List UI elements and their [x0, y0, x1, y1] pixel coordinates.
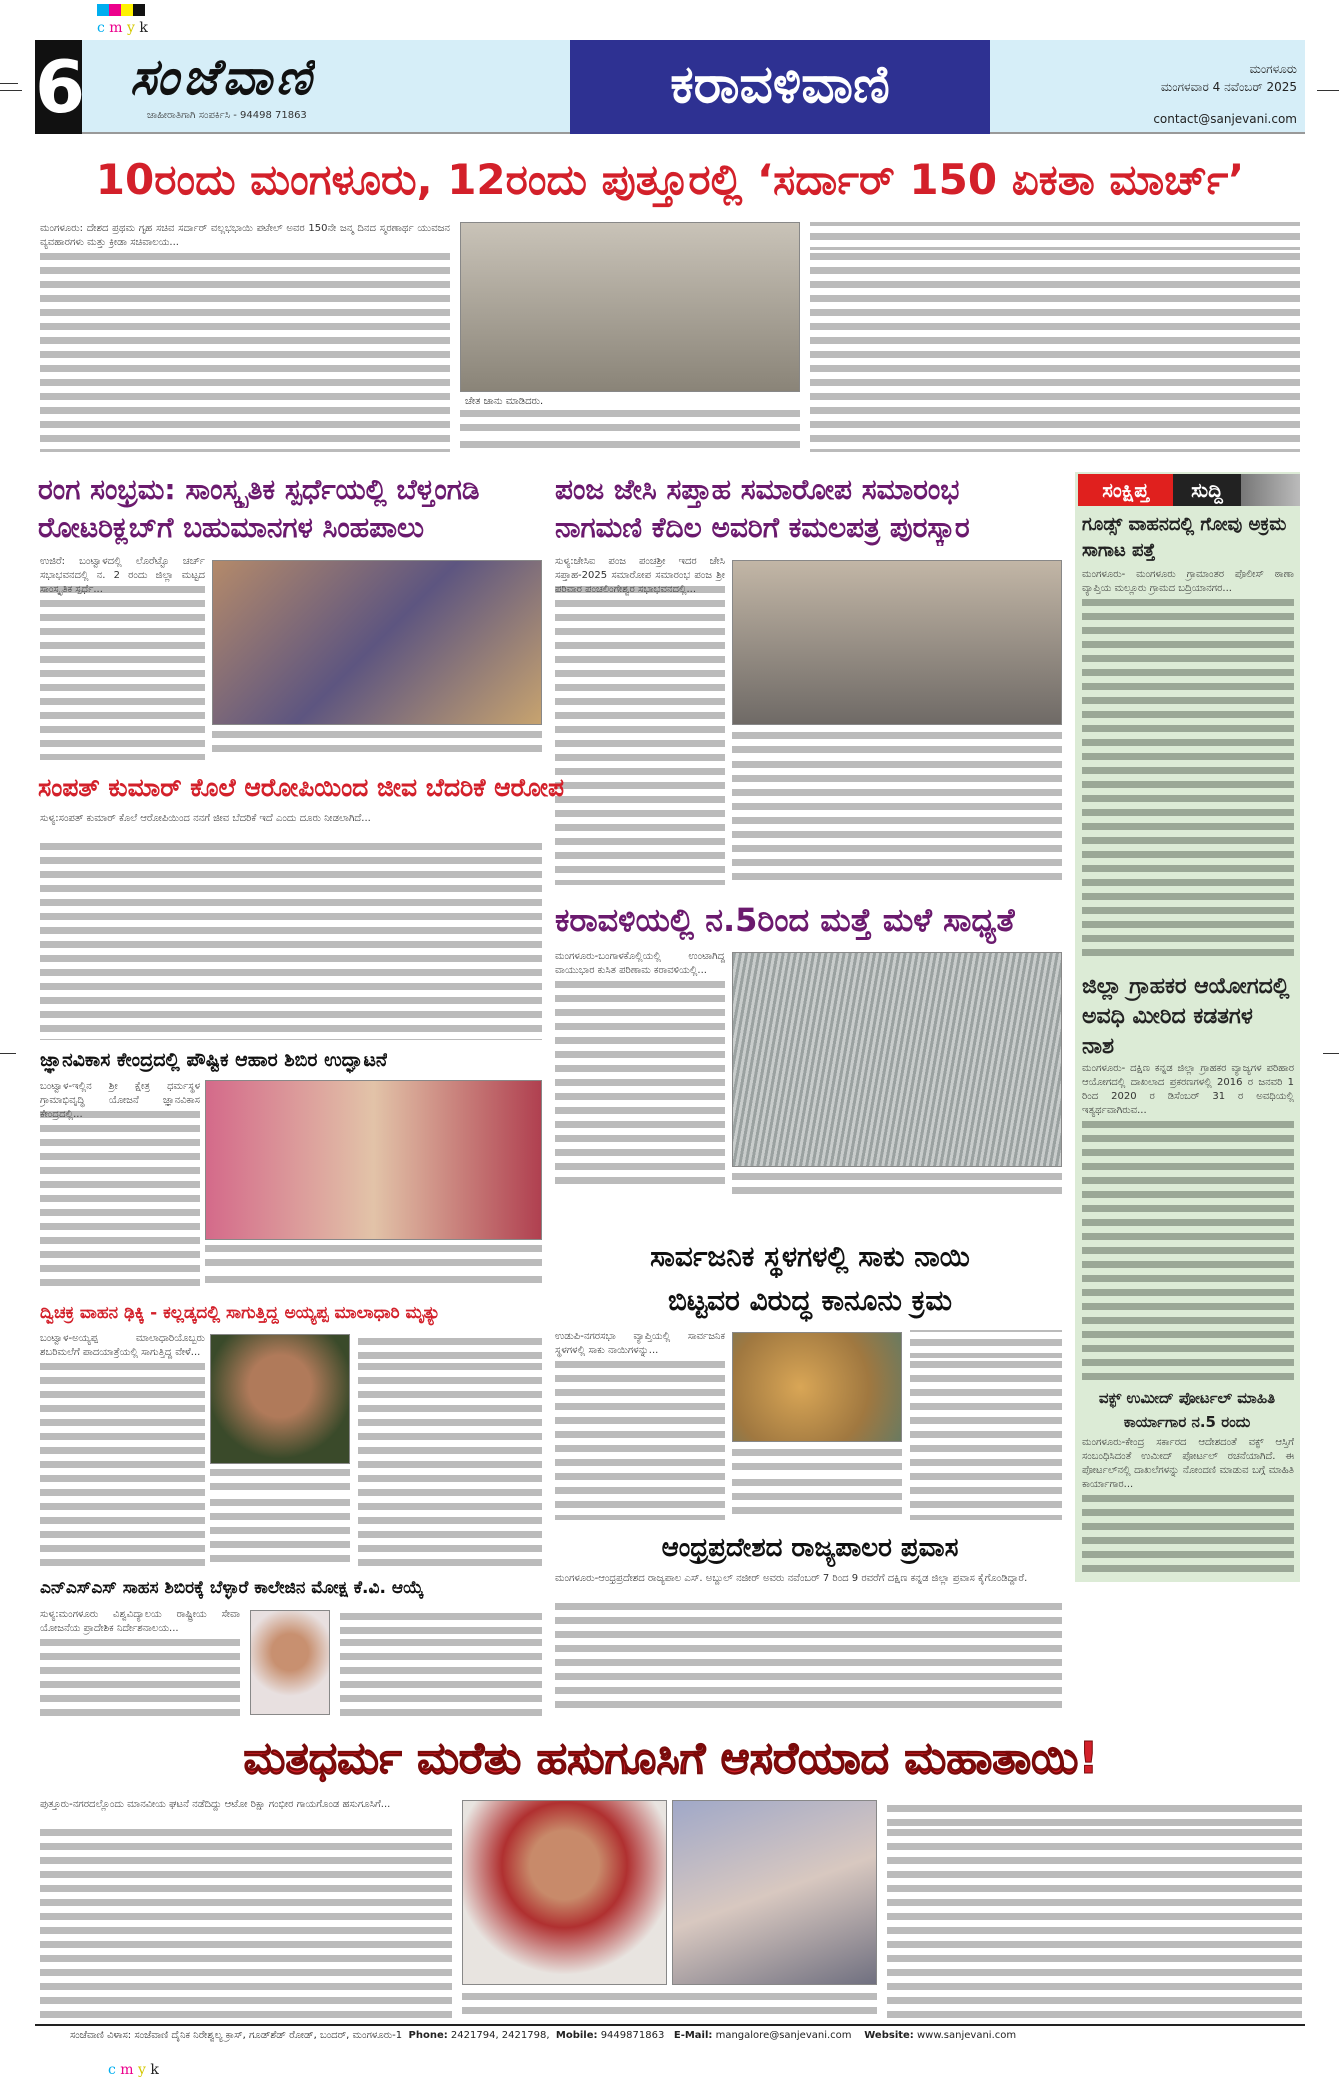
cmyk-registration-top	[97, 4, 148, 36]
crop-mark	[0, 1053, 16, 1054]
cmyk-registration-bottom	[108, 2062, 159, 2078]
accident-photo	[210, 1334, 350, 1464]
bottom-photo-1	[462, 1800, 667, 1985]
footer	[70, 2030, 1016, 2041]
dogs-body-cont	[732, 1448, 902, 1520]
nss-body-right	[340, 1608, 542, 1718]
email-label: E-Mail:	[673, 2030, 713, 2041]
website-label: Website:	[864, 2030, 914, 2041]
ranga-body: ಉಜಿರೆ: ಬಂಟ್ವಾಳದಲ್ಲಿ ಲೊರೆಟ್ಟೊ ಚರ್ಚ್ ಸಭಾಭವನದಲ್ಲಿ ನ. 2 ರಂದು ಜಿಲ್ಲಾ ಮಟ್ಟದ ಸಾಂಸ್ಕೃತಿಕ ಸ್ಪರ್ಧೆ...	[40, 555, 205, 760]
dogs-body-right	[910, 1330, 1062, 1520]
cmyk-y: y	[127, 20, 135, 36]
accident-headline: ದ್ವಿಚಕ್ರ ವಾಹನ ಢಿಕ್ಕಿ - ಕಲ್ಲಡ್ಕದಲ್ಲಿ ಸಾಗುತ್ತಿದ್ದ ಅಯ್ಯಪ್ಪ ಮಾಲಾಧಾರಿ ಮೃತ್ಯು	[40, 1303, 441, 1323]
crop-mark	[1317, 90, 1339, 91]
page-number: 6	[35, 40, 82, 134]
ranga-headline-2: ರೋಟರಿಕ್ಲಬ್‌ಗೆ ಬಹುಮಾನಗಳ ಸಿಂಹಪಾಲು	[38, 511, 425, 544]
sidebar-title-bar	[1241, 474, 1300, 506]
footer-address: ಸಂಜೆವಾಣಿ ವಿಳಾಸ: ಸಂಜೆವಾಣಿ ದೈನಿಕ ನಿರೇಶ್ವಲ್ಯ ಕ್ರಾಸ್, ಗೂಡ್‌ಶೆಡ್ ರೋಡ್, ಬಂದರ್, ಮಂಗಳೂರು-1	[70, 2030, 403, 2041]
bottom-photo-2	[672, 1800, 877, 1985]
lead-body-cont	[460, 410, 800, 455]
panja-photo	[732, 560, 1062, 725]
nss-headline: ಎನ್‌ಎಸ್‌ಎಸ್ ಸಾಹಸ ಶಿಬಿರಕ್ಕೆ ಬೆಳ್ಳಾರೆ ಕಾಲೇಜಿನ ಮೋಕ್ಷ ಕೆ.ವಿ. ಆಯ್ಕೆ	[40, 1578, 424, 1598]
rain-caption	[732, 1172, 1062, 1202]
section-title: ಕರಾವಳಿವಾಣಿ	[670, 55, 890, 115]
sidebar-item-2-headline: ಜಿಲ್ಲಾ ಗ್ರಾಹಕರ ಆಯೋಗದಲ್ಲಿ ಅವಧಿ ಮೀರಿದ ಕಡತಗಳ ನಾಶ	[1082, 974, 1290, 1059]
ranga-photo	[212, 560, 542, 725]
crop-mark	[0, 90, 22, 91]
accident-body-cont	[210, 1468, 350, 1568]
lead-headline: 10ರಂದು ಮಂಗಳೂರು, 12ರಂದು ಪುತ್ತೂರಲ್ಲಿ ‘ಸರ್ದಾರ್ 150 ಏಕತಾ ಮಾರ್ಚ್’	[95, 155, 1245, 204]
lead-photo	[460, 222, 800, 392]
sampath-body: ಸುಳ್ಯ:ಸಂಪತ್ ಕುಮಾರ್ ಕೊಲೆ ಆರೋಪಿಯಿಂದ ನನಗೆ ಜೀವ ಬೆದರಿಕೆ ಇದೆ ಎಂದು ದೂರು ನೀಡಲಾಗಿದೆ...	[40, 812, 542, 1040]
sidebar-item-3-body: ಮಂಗಳೂರು-ಕೇಂದ್ರ ಸರ್ಕಾರದ ಆದೇಶದಂತೆ ವಕ್ಫ್ ಆಸ್ತಿಗೆ ಸಂಬಂಧಿಸಿದಂತೆ ಉಮೀದ್ ಪೋರ್ಟಲ್ ರಚನೆಯಾಗಿದೆ. ಈ ಪೋರ್ಟಲ್‌ನಲ್ಲಿ ದಾಖಲೆಗಳನ್ನು ನೋಂದಣಿ ಮಾಡುವ ಬಗ್ಗೆ ಮಾಹಿತಿ ಕಾರ್ಯಾಗಾರ...	[1082, 1436, 1294, 1578]
phone: 2421794, 2421798,	[450, 2030, 550, 2041]
sidebar-item-2-body: ಮಂಗಳೂರು- ದಕ್ಷಿಣ ಕನ್ನಡ ಜಿಲ್ಲಾ ಗ್ರಾಹಕರ ವ್ಯಾಜ್ಯಗಳ ಪರಿಹಾರ ಆಯೋಗದಲ್ಲಿ ದಾಖಲಾದ ಪ್ರಕರಣಗಳಲ್ಲಿ 2016 ರ ಜನವರಿ 1 ರಿಂದ 2020 ರ ಡಿಸೆಂಬರ್ 31 ರ ಅವಧಿಯಲ್ಲಿ ಇತ್ಯರ್ಥವಾಗಿರುವ...	[1082, 1062, 1294, 1382]
ad-contact: ಜಾಹೀರಾತಿಗಾಗಿ ಸಂಪರ್ಕಿಸಿ - 94498 71863	[147, 110, 307, 121]
jnanavikasa-body-cont	[205, 1245, 542, 1290]
dogs-headline-1: ಸಾರ್ವಜನಿಕ ಸ್ಥಳಗಳಲ್ಲಿ ಸಾಕು ನಾಯಿ	[650, 1240, 970, 1273]
cmyk-m: m	[109, 20, 123, 36]
footer-rule	[35, 2024, 1305, 2026]
dogs-body: ಉಡುಪಿ-ನಗರಸಭಾ ವ್ಯಾಪ್ತಿಯಲ್ಲಿ ಸಾರ್ವಜನಿಕ ಸ್ಥಳಗಳಲ್ಲಿ ಸಾಕು ನಾಯಿಗಳನ್ನು...	[555, 1330, 725, 1520]
crop-mark	[0, 83, 18, 84]
accident-body-right	[358, 1332, 542, 1567]
jnanavikasa-body: ಬಂಟ್ವಾಳ-ಇಲ್ಲಿನ ಶ್ರೀ ಕ್ಷೇತ್ರ ಧರ್ಮಸ್ಥಳ ಗ್ರಾಮಾಭಿವೃದ್ಧಿ ಯೋಜನೆ ಜ್ಞಾನವಿಕಾಸ ಕೇಂದ್ರದಲ್ಲಿ...	[40, 1080, 200, 1290]
dogs-photo	[732, 1332, 902, 1442]
bottom-body-right	[887, 1798, 1302, 2018]
sanjevani-logo: ಸಂಜೆವಾಣಿ	[130, 48, 316, 106]
lead-body: ಮಂಗಳೂರು: ದೇಶದ ಪ್ರಥಮ ಗೃಹ ಸಚಿವ ಸರ್ದಾರ್ ವಲ್ಲಭಭಾಯಿ ಪಟೇಲ್ ಅವರ 150ನೇ ಜನ್ಮ ದಿನದ ಸ್ಮರಣಾರ್ಥ ಯುವಜನ ವ್ಯವಹಾರಗಳು ಮತ್ತು ಕ್ರೀಡಾ ಸಚಿವಾಲಯ...	[40, 222, 450, 452]
panja-body-cont	[732, 730, 1062, 885]
jnanavikasa-headline: ಜ್ಞಾನವಿಕಾಸ ಕೇಂದ್ರದಲ್ಲಿ ಪೌಷ್ಟಿಕ ಆಹಾರ ಶಿಬಿರ ಉದ್ಘಾಟನೆ	[40, 1049, 388, 1071]
panja-headline-1: ಪಂಜ ಜೇಸಿ ಸಪ್ತಾಹ ಸಮಾರೋಪ ಸಮಾರಂಭ	[555, 473, 960, 506]
bottom-captions	[462, 1990, 877, 2018]
jnanavikasa-photo	[205, 1080, 542, 1240]
ranga-caption	[212, 730, 542, 760]
panja-body: ಸುಳ್ಯ:ಜೇಸಿಐ ಪಂಜ ಪಂಚಶ್ರೀ ಇದರ ಜೇಸಿ ಸಪ್ತಾಹ-2025 ಸಮಾರೋಪ ಸಮಾರಂಭ ಪಂಜ ಶ್ರೀ ಪರಿವಾರ ಪಂಚಲಿಂಗೇಶ್ವರ ಸಭಾಭವನದಲ್ಲಿ...	[555, 555, 725, 885]
sidebar-item-3-headline: ವಕ್ಫ್ ಉಮೀದ್ ಪೋರ್ಟಲ್ ಮಾಹಿತಿ ಕಾರ್ಯಾಗಾರ ನ.5 ರಂದು	[1098, 1389, 1276, 1431]
mobile: 9449871863	[600, 2030, 665, 2041]
accident-body: ಬಂಟ್ವಾಳ-ಅಯ್ಯಪ್ಪ ಮಾಲಾಧಾರಿಯೊಬ್ಬರು ಶಬರಿಮಲೆಗೆ ಪಾದಯಾತ್ರೆಯಲ್ಲಿ ಸಾಗುತ್ತಿದ್ದ ವೇಳೆ...	[40, 1332, 205, 1567]
cmyk-y: y	[138, 2062, 146, 2078]
panja-headline-2: ನಾಗಮಣಿ ಕೆದಿಲ ಅವರಿಗೆ ಕಮಲಪತ್ರ ಪುರಸ್ಕಾರ	[555, 511, 970, 544]
bottom-headline: ಮತಧರ್ಮ ಮರೆತು ಹಸುಗೂಸಿಗೆ ಆಸರೆಯಾದ ಮಹಾತಾಯಿ!	[243, 1733, 1099, 1784]
cmyk-k: k	[150, 2062, 159, 2078]
city: ಮಂಗಳೂರು	[1249, 62, 1297, 76]
rain-headline: ಕರಾವಳಿಯಲ್ಲಿ ನ.5ರಿಂದ ಮತ್ತೆ ಮಳೆ ಸಾಧ್ಯತೆ	[555, 901, 1015, 939]
crop-mark	[1323, 1053, 1339, 1054]
rain-photo	[732, 952, 1062, 1167]
sampath-headline: ಸಂಪತ್ ಕುಮಾರ್ ಕೊಲೆ ಆರೋಪಿಯಿಂದ ಜೀವ ಬೆದರಿಕೆ ಆರೋಪ	[38, 773, 565, 802]
ranga-headline-1: ರಂಗ ಸಂಭ್ರಮ: ಸಾಂಸ್ಕೃತಿಕ ಸ್ಪರ್ಧೆಯಲ್ಲಿ ಬೆಳ್ತಂಗಡಿ	[38, 473, 480, 506]
dogs-headline-2: ಬಿಟ್ಟವರ ವಿರುದ್ಧ ಕಾನೂನು ಕ್ರಮ	[667, 1284, 953, 1317]
andhra-headline: ಆಂಧ್ರಪ್ರದೇಶದ ರಾಜ್ಯಪಾಲರ ಪ್ರವಾಸ	[661, 1533, 959, 1563]
masthead-dateline	[1161, 60, 1297, 96]
cmyk-c: c	[108, 2062, 116, 2078]
lead-body-right	[810, 222, 1300, 452]
mobile-label: Mobile:	[555, 2030, 598, 2041]
nss-body: ಸುಳ್ಯ:ಮಂಗಳೂರು ವಿಶ್ವವಿದ್ಯಾಲಯ ರಾಷ್ಟ್ರೀಯ ಸೇವಾ ಯೋಜನೆಯ ಪ್ರಾದೇಶಿಕ ನಿರ್ದೇಶನಾಲಯ...	[40, 1608, 240, 1718]
rain-body: ಮಂಗಳೂರು-ಬಂಗಾಳಕೊಲ್ಲಿಯಲ್ಲಿ ಉಂಟಾಗಿದ್ದ ವಾಯುಭಾರ ಕುಸಿತ ಪರಿಣಾಮ ಕರಾವಳಿಯಲ್ಲಿ...	[555, 950, 725, 1190]
nss-photo	[250, 1610, 330, 1715]
cmyk-c: c	[97, 20, 105, 36]
section-banner	[570, 40, 990, 134]
bottom-body: ಪುತ್ತೂರು-ನಗರದಲ್ಲೊಂದು ಮಾನವೀಯ ಘಟನೆ ನಡೆದಿದ್ದು ಆಟೋ ರಿಕ್ಷಾ ಗಂಭೀರ ಗಾಯಗೊಂಡ ಹಸುಗೂಸಿಗೆ...	[40, 1798, 452, 2018]
date: ಮಂಗಳವಾರ 4 ನವೆಂಬರ್ 2025	[1160, 80, 1297, 94]
cmyk-m: m	[120, 2062, 134, 2078]
sidebar-title-1: ಸಂಕ್ಷಿಪ್ತ	[1078, 474, 1173, 506]
footer-website[interactable]: www.sanjevani.com	[917, 2030, 1017, 2041]
footer-email[interactable]: mangalore@sanjevani.com	[715, 2030, 852, 2041]
cmyk-k: k	[139, 20, 148, 36]
sidebar-item-1-headline: ಗೂಡ್ಸ್ ವಾಹನದಲ್ಲಿ ಗೋವು ಅಕ್ರಮ ಸಾಗಾಟ ಪತ್ತೆ	[1082, 514, 1287, 561]
sidebar-item-1-body: ಮಂಗಳೂರು- ಮಂಗಳೂರು ಗ್ರಾಮಾಂತರ ಪೊಲೀಸ್ ಠಾಣಾ ವ್ಯಾಪ್ತಿಯ ಮಲ್ಲೂರು ಗ್ರಾಮದ ಬದ್ರಿಯಾನಗರ...	[1082, 568, 1294, 958]
phone-label: Phone:	[408, 2030, 448, 2041]
sidebar-title-2: ಸುದ್ದಿ	[1173, 474, 1241, 506]
contact-email[interactable]: contact@sanjevani.com	[1153, 112, 1297, 126]
andhra-body: ಮಂಗಳೂರು-ಆಂಧ್ರಪ್ರದೇಶದ ರಾಜ್ಯಪಾಲ ಎಸ್. ಅಬ್ದುಲ್ ನಜೀರ್ ಅವರು ನವೆಂಬರ್ 7 ರಿಂದ 9 ರವರೆಗೆ ದಕ್ಷಿಣ ಕನ್ನಡ ಜಿಲ್ಲಾ ಪ್ರವಾಸ ಕೈಗೊಂಡಿದ್ದಾರೆ.	[555, 1572, 1062, 1712]
lead-caption: ಚೇತ ಜಾನು ಮಾಡಿದರು.	[465, 396, 544, 407]
